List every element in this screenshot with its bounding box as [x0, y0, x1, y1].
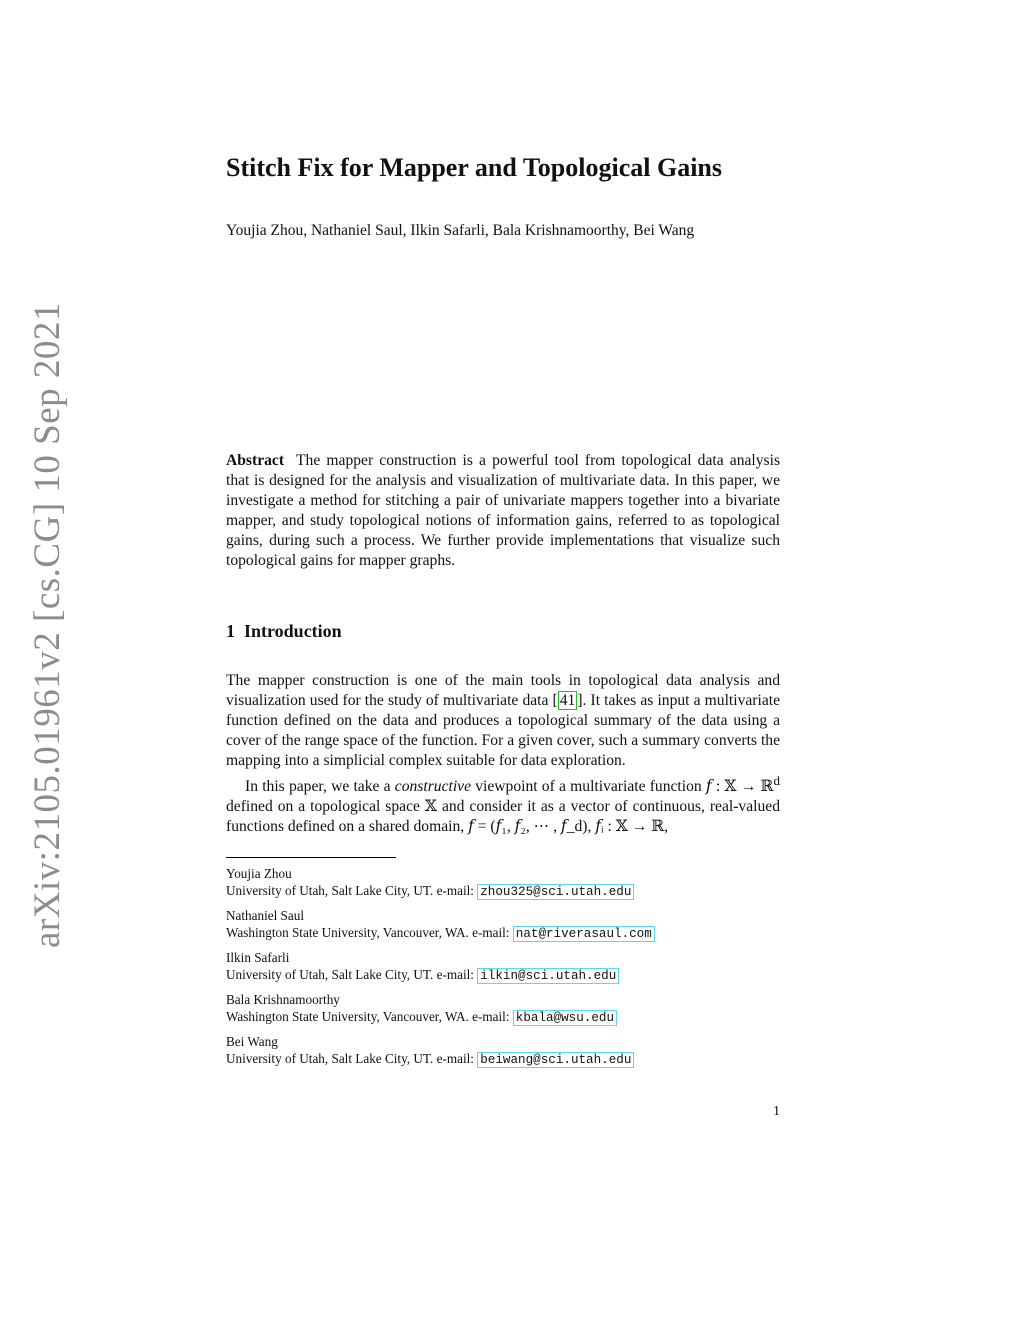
- footnote-affiliation: University of Utah, Salt Lake City, UT. e-mail:: [226, 883, 478, 898]
- intro-p1-text: The mapper construction is one of the main tools in topological data analysis and visualization used for the study of multivariate data [: [226, 672, 780, 709]
- footnote-author-4: [226, 991, 617, 1027]
- abstract-label: Abstract: [226, 452, 285, 469]
- footnote-rule: [226, 857, 396, 858]
- intro-p1-text-cont: ]. It takes as input a multivariate function defined on the data and produces a topological summary of the data using a cover of the range space of the function. For a given cover, such a summary converts the mapping into a simplicial complex suitable for data exploration.: [226, 692, 780, 769]
- abstract-text: The mapper construction is a powerful tool from topological data analysis that is designed for the analysis and visualization of multivariate data. In this paper, we investigate a method for stitching a pair of univariate mappers together into a bivariate mapper, and study topological notions of information gains, referred to as topological gains, during such a process. We further provide implementations that visualize such topological gains for mapper graphs.: [226, 452, 781, 569]
- email-link[interactable]: nat@riverasaul.com: [513, 926, 655, 942]
- footnote-author-2: [226, 907, 655, 943]
- footnote-name: Youjia Zhou: [226, 866, 292, 881]
- footnote-affiliation: Washington State University, Vancouver, WA. e-mail:: [226, 1009, 513, 1024]
- intro-p2-text-a: In this paper, we take a: [245, 778, 395, 796]
- footnote-affiliation: Washington State University, Vancouver, WA. e-mail:: [226, 925, 513, 940]
- footnote-affiliation: University of Utah, Salt Lake City, UT. e-mail:: [226, 967, 478, 982]
- abstract: [226, 451, 780, 571]
- paper-title: Stitch Fix for Mapper and Topological Gains: [226, 153, 723, 182]
- intro-paragraph-2: [226, 771, 780, 837]
- math-function-def: 𝑓 : 𝕏 → ℝ: [705, 778, 774, 796]
- author-list: Youjia Zhou, Nathaniel Saul, Ilkin Safarli, Bala Krishnamoorthy, Bei Wang: [226, 222, 695, 239]
- section-title: Introduction: [244, 621, 342, 641]
- arxiv-identifier-stamp: arXiv:2105.01961v2 [cs.CG] 10 Sep 2021: [27, 302, 68, 948]
- email-link[interactable]: zhou325@sci.utah.edu: [477, 884, 634, 900]
- footnote-name: Nathaniel Saul: [226, 908, 305, 923]
- email-link[interactable]: ilkin@sci.utah.edu: [477, 968, 619, 984]
- intro-paragraph-1: [226, 671, 780, 771]
- page-number: 1: [773, 1104, 780, 1119]
- email-link[interactable]: kbala@wsu.edu: [513, 1010, 617, 1026]
- section-number: 1: [226, 621, 235, 641]
- intro-p2-text-d: defined on a topological space 𝕏 and consider it as a vector of continuous, real-valued functions defined on a shared domain, 𝑓 = (𝑓₁, 𝑓₂, ⋯ , 𝑓_d), 𝑓ᵢ : 𝕏 → ℝ,: [226, 798, 780, 836]
- footnote-author-5: [226, 1033, 634, 1069]
- footnote-author-1: [226, 865, 634, 901]
- footnote-affiliation: University of Utah, Salt Lake City, UT. e-mail:: [226, 1051, 478, 1066]
- citation-link[interactable]: 41: [559, 692, 576, 709]
- math-superscript-d: d: [773, 773, 781, 788]
- footnote-name: Bala Krishnamoorthy: [226, 992, 340, 1007]
- section-heading: [226, 621, 342, 642]
- intro-p2-text-b: viewpoint of a multivariate function: [471, 778, 706, 796]
- email-link[interactable]: beiwang@sci.utah.edu: [477, 1052, 634, 1068]
- emphasis-constructive: constructive: [394, 778, 472, 796]
- footnote-author-3: [226, 949, 619, 985]
- footnote-name: Ilkin Safarli: [226, 950, 290, 965]
- footnote-name: Bei Wang: [226, 1034, 278, 1049]
